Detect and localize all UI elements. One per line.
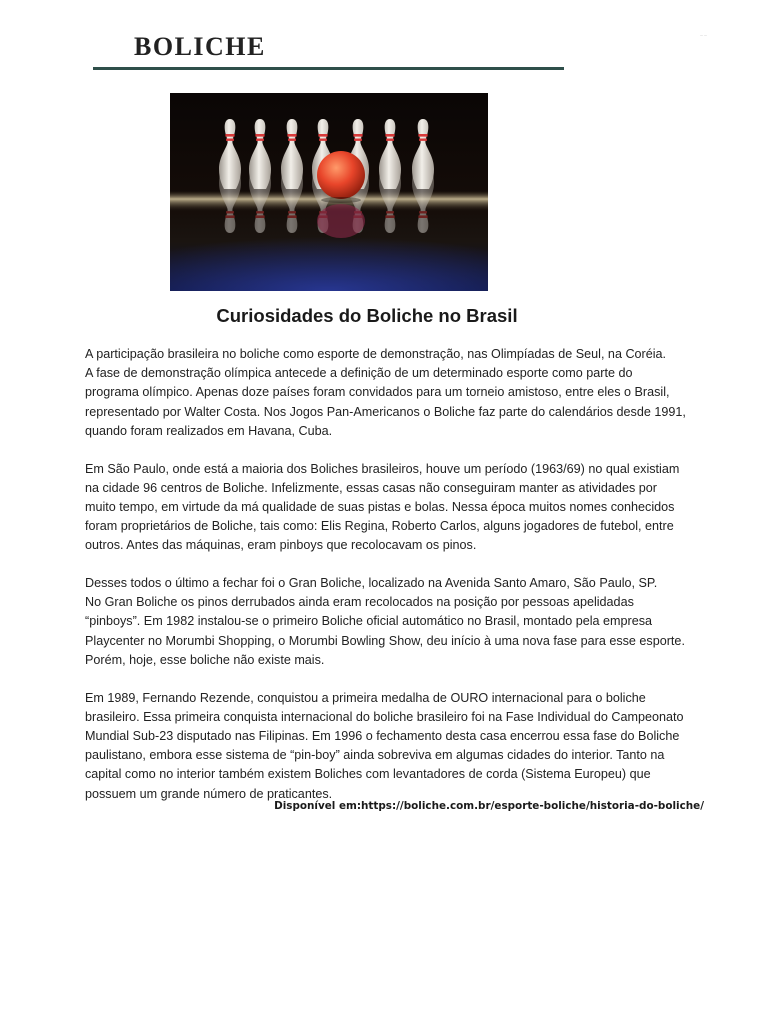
bowling-ball [317, 151, 365, 199]
text-line: Playcenter no Morumbi Shopping, o Morumbi Bowling Show, deu início à uma nova fase para esse esporte. [85, 633, 685, 648]
article-title: Curiosidades do Boliche no Brasil [216, 305, 518, 326]
paragraph [85, 345, 710, 441]
text-line: Em 1989, Fernando Rezende, conquistou a primeira medalha de OURO internacional para o boliche [85, 690, 646, 705]
text-line: Mundial Sub-23 disputado nas Filipinas. Em 1996 o fechamento desta casa encerrou essa fase do Boliche [85, 728, 680, 743]
bowling-photo [170, 93, 488, 291]
text-line: possuem um grande número de praticantes. [85, 786, 333, 801]
text-line: outros. Antes das máquinas, eram pinboys que recolocavam os pinos. [85, 538, 477, 553]
text-line: Porém, hoje, esse boliche não existe mais. [85, 652, 325, 667]
text-line: “pinboys”. Em 1982 instalou-se o primeiro Boliche oficial automático no Brasil, montado pela empresa [85, 614, 653, 629]
text-line: Em São Paulo, onde está a maioria dos Boliches brasileiros, houve um período (1963/69) no qual existiam [85, 461, 680, 476]
paragraph [85, 574, 710, 670]
paragraph [85, 460, 710, 556]
article-body [85, 345, 710, 822]
corner-mark: — — [700, 33, 707, 37]
text-line: brasileiro. Essa primeira conquista internacional do boliche brasileiro foi na Fase Individual do Campeonato [85, 709, 684, 724]
text-line: programa olímpico. Apenas doze países foram convidados para um torneio amistoso, entre eles o Brasil, [85, 385, 670, 400]
text-line: capital como no interior também existem Boliches com levantadores de corda (Sistema Europeu) que [85, 767, 651, 782]
text-line: foram proprietários de Boliche, tais como: Elis Regina, Roberto Carlos, alguns jogadores de futebol, entre [85, 519, 674, 534]
text-line: A fase de demonstração olímpica antecede a definição de um determinado esporte como parte do [85, 366, 633, 381]
page-title: BOLICHE [134, 32, 266, 61]
text-line: na cidade 96 centros de Boliche. Infelizmente, essas casas não conseguiram manter as atividades por [85, 480, 657, 495]
text-line: No Gran Boliche os pinos derrubados ainda eram recolocados na posição por pessoas apelidadas [85, 595, 634, 610]
source-citation: Disponível em:https://boliche.com.br/esporte-boliche/historia-do-boliche/ [274, 800, 704, 812]
text-line: muito tempo, em virtude da má qualidade de suas pistas e bolas. Nessa época muitos nomes conhecidos [85, 499, 675, 514]
text-line: A participação brasileira no boliche como esporte de demonstração, nas Olimpíadas de Seul, na Coréia. [85, 347, 667, 361]
text-line: representado por Walter Costa. Nos Jogos Pan-Americanos o Boliche faz parte do calendários desde 1991, [85, 404, 686, 419]
text-line: Desses todos o último a fechar foi o Gran Boliche, localizado na Avenida Santo Amaro, São Paulo, SP. [85, 576, 658, 591]
text-line: paulistano, embora esse sistema de “pin-boy” ainda sobreviva em algumas cidades do interior. Tanto na [85, 748, 665, 763]
text-line: quando foram realizados em Havana, Cuba. [85, 423, 333, 438]
paragraph [85, 689, 710, 804]
header-rule [93, 67, 564, 70]
